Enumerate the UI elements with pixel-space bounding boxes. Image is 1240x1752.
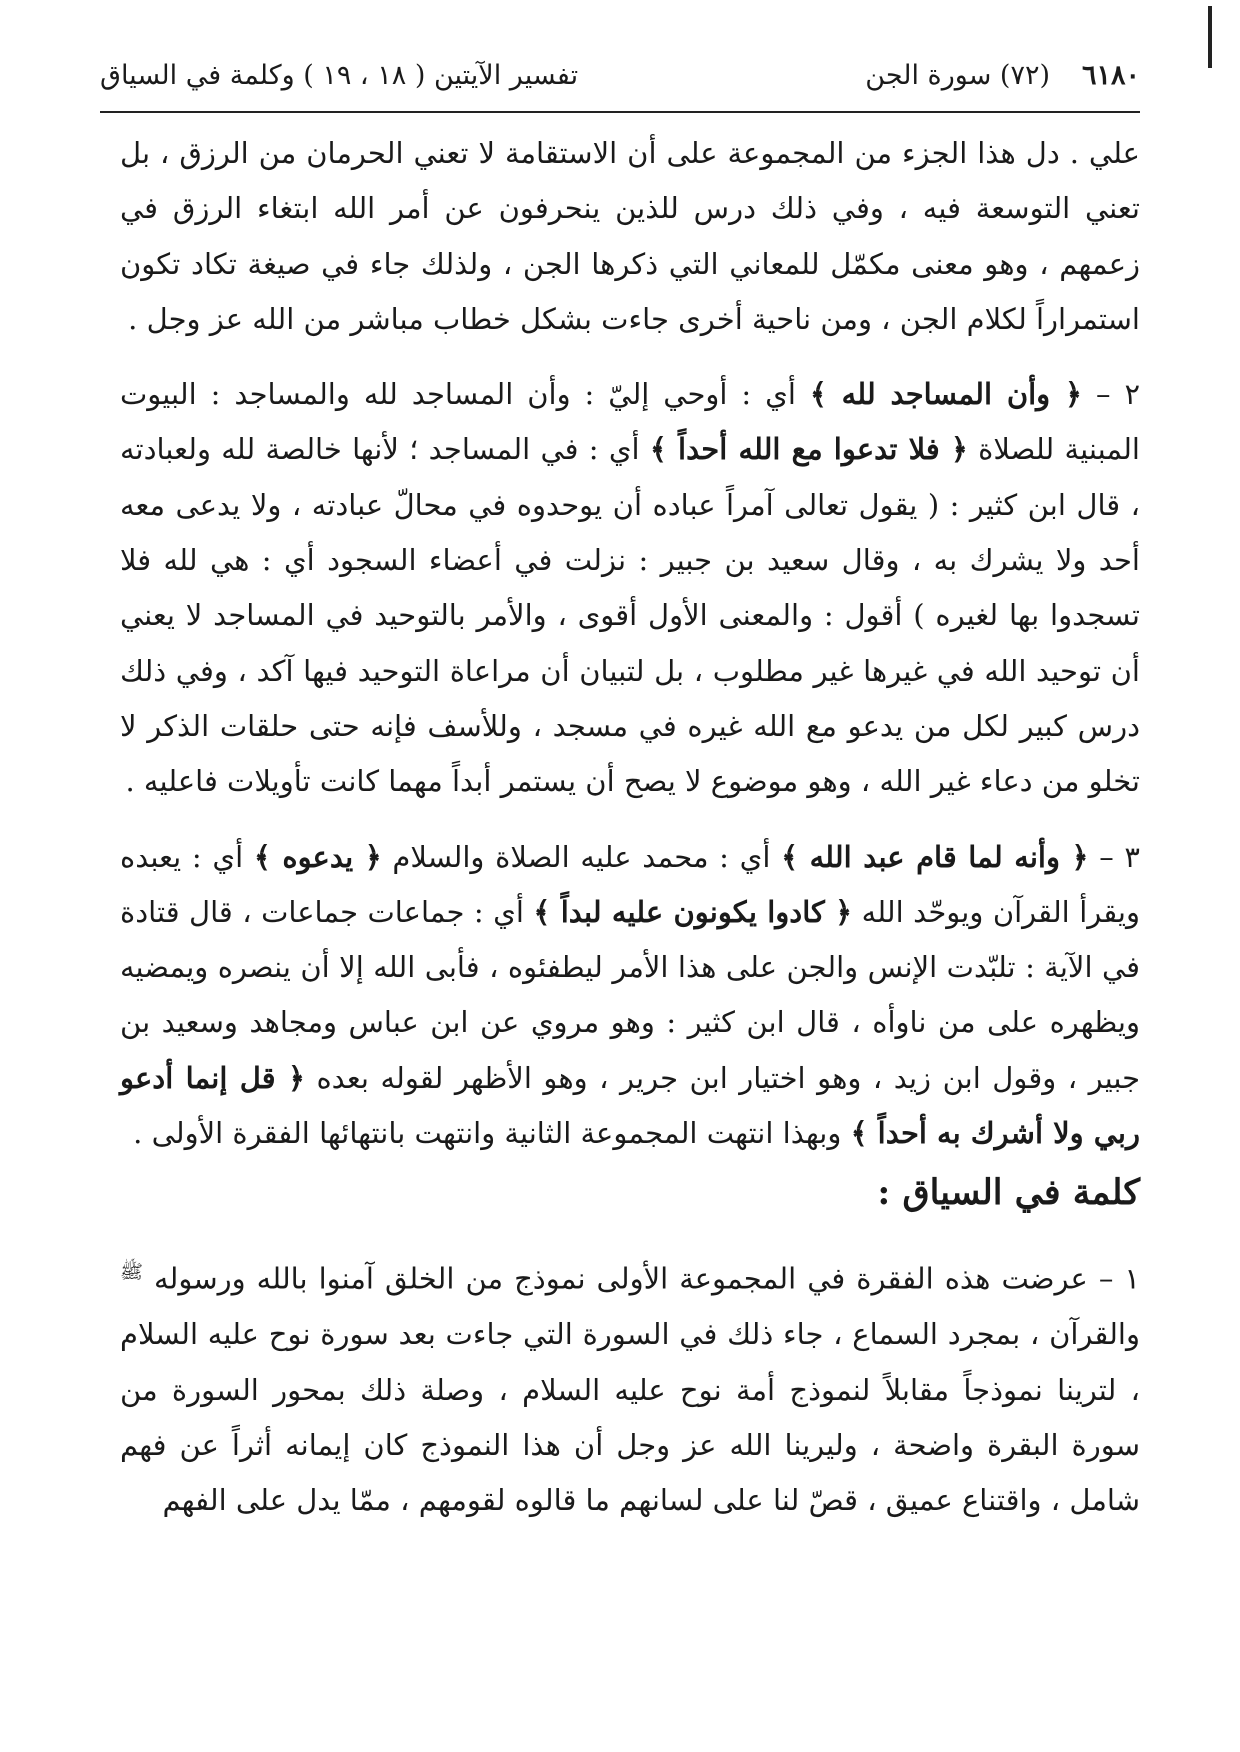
page-body <box>120 126 1140 1528</box>
paragraph-3 <box>120 830 1140 1162</box>
paragraph-text: والقرآن ، بمجرد السماع ، جاء ذلك في السورة التي جاءت بعد سورة نوح عليه السلام ، لترينا نموذجاً مقابلاً لنموذج أمة نوح عليه السلام ، وصلة ذلك بمحور السورة من سورة البقرة واضحة ، وليرينا الله عز وجل أن هذا النموذج كان إيمانه أثراً عن فهم شامل ، واقتناع عميق ، قصّ لنا على لسانهم ما قالوه لقومهم ، ممّا يدل على الفهم <box>120 1317 1140 1518</box>
page-number: ٦١٨٠ <box>1081 60 1140 91</box>
salawat-glyph: ﷺ <box>120 1261 143 1284</box>
surah-title: (٧٢) سورة الجن <box>865 60 1050 91</box>
paragraph-text: ٣ – <box>1088 839 1140 874</box>
paragraph-text: وبهذا انتهت المجموعة الثانية وانتهت بانتهائها الفقرة الأولى . <box>133 1116 851 1151</box>
paragraph-text: أي : في المساجد ؛ لأنها خالصة لله ولعبادته ، قال ابن كثير : ( يقول تعالى آمراً عباده أن يوحدوه في محالّ عبادته ، ولا يدعى معه أحد ولا يشرك به ، وقال سعيد بن جبير : نزلت في أعضاء السجود أي : هي لله فلا تسجدوا بها لغيره ) أقول : والمعنى الأول أقوى ، والأمر بالتوحيد في المساجد لا يعني أن توحيد الله في غيرها غير مطلوب ، بل لتبيان أن مراعاة التوحيد فيها آكد ، وفي ذلك درس كبير لكل من يدعو مع الله غيره في مسجد ، وللأسف فإنه حتى حلقات الذكر لا تخلو من دعاء غير الله ، وهو موضوع لا يصح أن يستمر أبداً مهما كانت تأويلات فاعليه . <box>120 432 1140 799</box>
section-heading: كلمة في السياق : <box>877 1172 1140 1214</box>
quran-quote: ﴿ فلا تدعوا مع الله أحداً ﴾ <box>649 432 968 467</box>
margin-rule <box>1208 6 1212 68</box>
paragraph-text: علي . دل هذا الجزء من المجموعة على أن الاستقامة لا تعني الحرمان من الرزق ، بل تعني التوسعة فيه ، وفي ذلك درس للذين ينحرفون عن أمر الله ابتغاء الرزق في زعمهم ، وهو معنى مكمّل للمعاني التي ذكرها الجن ، ولذلك جاء في صيغة تكاد تكون استمراراً لكلام الجن ، ومن ناحية أخرى جاءت بشكل خطاب مباشر من الله عز وجل . <box>120 136 1140 336</box>
paragraph-text: ٢ – <box>1082 377 1141 412</box>
quran-quote: ﴿ وأنه لما قام عبد الله ﴾ <box>781 839 1089 874</box>
paragraph-2 <box>120 367 1140 809</box>
quran-quote: ﴿ كادوا يكونون عليه لبداً ﴾ <box>533 894 853 929</box>
quran-quote: ﴿ وأن المساجد لله ﴾ <box>809 377 1083 412</box>
paragraph-4 <box>120 1245 1140 1528</box>
paragraph-text: ١ – عرضت هذه الفقرة في المجموعة الأولى نموذج من الخلق آمنوا بالله ورسوله <box>142 1262 1140 1296</box>
paragraph-text: أي : يعبده ويقرأ القرآن ويوحّد الله <box>120 839 1141 929</box>
paragraph-text: أي : محمد عليه الصلاة والسلام <box>381 839 782 874</box>
section-title: تفسير الآيتين ( ١٨ ، ١٩ ) وكلمة في السياق <box>100 60 579 91</box>
paragraph-1 <box>120 126 1140 347</box>
running-header <box>100 60 1140 110</box>
paragraph-text: أي : أوحي إليّ : وأن المساجد لله والمساجد : البيوت المبنية للصلاة <box>120 377 1140 467</box>
quran-quote: ﴿ قل إنما أدعو ربي ولا أشرك به أحداً ﴾ <box>120 1060 1140 1151</box>
paragraph-text: أي : جماعات جماعات ، قال قتادة في الآية : تلبّدت الإنس والجن على هذا الأمر ليطفئوه ، فأبى الله إلا أن ينصره ويمضيه ويظهره على من ناوأه ، قال ابن كثير : وهو مروي عن ابن عباس ومجاهد وسعيد بن جبير ، وقول ابن زيد ، وهو اختيار ابن جرير ، وهو الأظهر لقوله بعده <box>120 894 1141 1095</box>
quran-quote: ﴿ يدعوه ﴾ <box>253 839 382 874</box>
header-divider <box>100 111 1140 113</box>
